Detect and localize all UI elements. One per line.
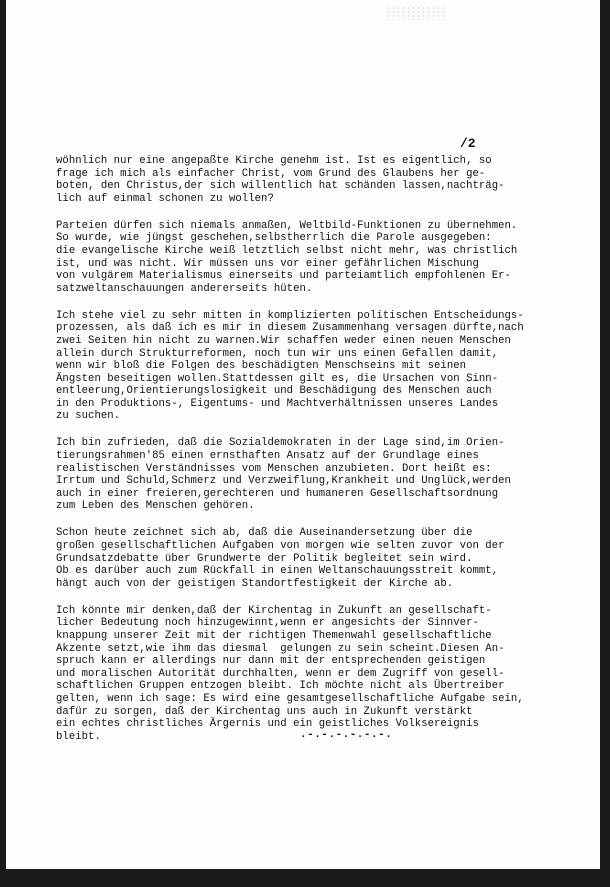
text-line: wenn wir bloß die Folgen des beschädigten Menschseins mit seinen xyxy=(56,360,467,373)
text-line: Ich stehe viel zu sehr mitten in komplizierten politischen Entscheidungs- xyxy=(56,309,524,322)
text-line: spruch kann er allerdings nur dann mit der entsprechenden geistigen xyxy=(56,655,486,668)
text-line: ist, und was nicht. Wir müssen uns vor einer gefährlichen Mischung xyxy=(56,257,479,270)
text-line: allein durch Strukturreformen, noch tun wir uns einen Gefallen damit, xyxy=(56,347,499,360)
text-line: ein echtes christliches Ärgernis und ein geistliches Volksereignis xyxy=(56,718,479,731)
text-line: Akzente setzt,wie ihm das diesmal gelungen zu sein scheint.Diesen An- xyxy=(56,642,505,655)
text-line: hängt auch von der geistigen Standortfestigkeit der Kirche ab. xyxy=(56,577,454,590)
text-line: Grundsatzdebatte über Grundwerte der Politik begleitet sein wird. xyxy=(56,552,473,565)
scan-border-bottom xyxy=(0,869,610,887)
paragraph xyxy=(56,220,596,296)
document-body xyxy=(56,155,596,758)
paragraph xyxy=(56,155,596,205)
text-line: realistischen Verständnisses vom Menschen anzubieten. Dort heißt es: xyxy=(56,462,492,475)
text-line: Irrtum und Schuld,Schmerz und Verzweiflung,Krankheit und Unglück,werden xyxy=(56,475,511,488)
text-line: bleibt. xyxy=(56,730,101,743)
text-line: tierungsrahmen'85 einen ernsthaften Ansatz auf der Grundlage eines xyxy=(56,450,479,463)
text-line: auch in einer freieren,gerechteren und humaneren Gesellschaftsordnung xyxy=(56,487,499,500)
text-line: knappung unserer Zeit mit der richtigen Themenwahl gesellschaftliche xyxy=(56,629,492,642)
text-line: schaftlichen Gruppen entzogen bleibt. Ich möchte nicht als Übertreiber xyxy=(56,680,505,693)
text-line: satzweltanschauungen andererseits hüten. xyxy=(56,282,313,295)
text-line: Parteien dürfen sich niemals anmaßen, Weltbild-Funktionen zu übernehmen. xyxy=(56,219,518,232)
text-line: entleerung,Orientierungslosigkeit und Beschädigung des Menschen auch xyxy=(56,385,492,398)
paragraph xyxy=(56,310,596,423)
scan-noise xyxy=(386,6,446,20)
text-line: licher Bedeutung noch hinzugewinnt,wenn er angesichts der Sinnver- xyxy=(56,617,479,630)
text-line: frage ich mich als einfacher Christ, vom Grund des Glaubens her ge- xyxy=(56,167,486,180)
text-line: boten, den Christus,der sich willentlich hat schänden lassen,nachträg- xyxy=(56,180,505,193)
text-line: gelten, wenn ich sage: Es wird eine gesamtgesellschaftliche Aufgabe sein, xyxy=(56,692,524,705)
text-line: prozessen, als daß ich es mir in diesem Zusammenhang versagen dürfte,nach xyxy=(56,322,524,335)
text-line: dafür zu sorgen, daß der Kirchentag uns auch in Zukunft verstärkt xyxy=(56,705,473,718)
text-line: Schon heute zeichnet sich ab, daß die Auseinandersetzung über die xyxy=(56,527,473,540)
text-line: Ob es darüber auch zum Rückfall in einen Weltanschauungsstreit kommt, xyxy=(56,565,499,578)
scan-border-right xyxy=(600,0,610,887)
text-line: wöhnlich nur eine angepaßte Kirche genehm ist. Ist es eigentlich, so xyxy=(56,155,492,167)
text-line: Ängsten beseitigen wollen.Stattdessen gilt es, die Ursachen von Sinn- xyxy=(56,372,499,385)
text-line: und moralischen Autorität durchhalten, wenn er dem Zugriff von gesell- xyxy=(56,667,505,680)
page-number: /2 xyxy=(460,136,476,151)
text-line: zwei Seiten hin nicht zu warnen.Wir schaffen weder einen neuen Menschen xyxy=(56,334,511,347)
text-line: So wurde, wie jüngst geschehen,selbstherrlich die Parole ausgegeben: xyxy=(56,232,492,245)
text-line: großen gesellschaftlichen Aufgaben von morgen wie selten zuvor von der xyxy=(56,540,505,552)
text-line: in den Produktions-, Eigentums- und Machtverhältnissen unseres Landes xyxy=(56,397,499,410)
paragraph xyxy=(56,527,596,590)
text-line: zum Leben des Menschen gehören. xyxy=(56,500,255,513)
text-line: Ich bin zufrieden, daß die Sozialdemokraten in der Lage sind,im Orien- xyxy=(56,437,505,450)
text-line: lich auf einmal schonen zu wollen? xyxy=(56,192,274,205)
paragraph xyxy=(56,605,596,744)
paragraph xyxy=(56,437,596,513)
text-line: Ich könnte mir denken,daß der Kirchentag in Zukunft an gesellschaft- xyxy=(56,604,492,617)
text-line: von vulgärem Materialismus einerseits und parteiamtlich empfohlenen Er- xyxy=(56,270,511,283)
text-line: die evangelische Kirche weiß letztlich selbst nicht mehr, was christlich xyxy=(56,244,518,257)
text-line: zu suchen. xyxy=(56,410,121,423)
end-of-text-mark: .-.-.-.-.-.-. xyxy=(300,729,393,741)
